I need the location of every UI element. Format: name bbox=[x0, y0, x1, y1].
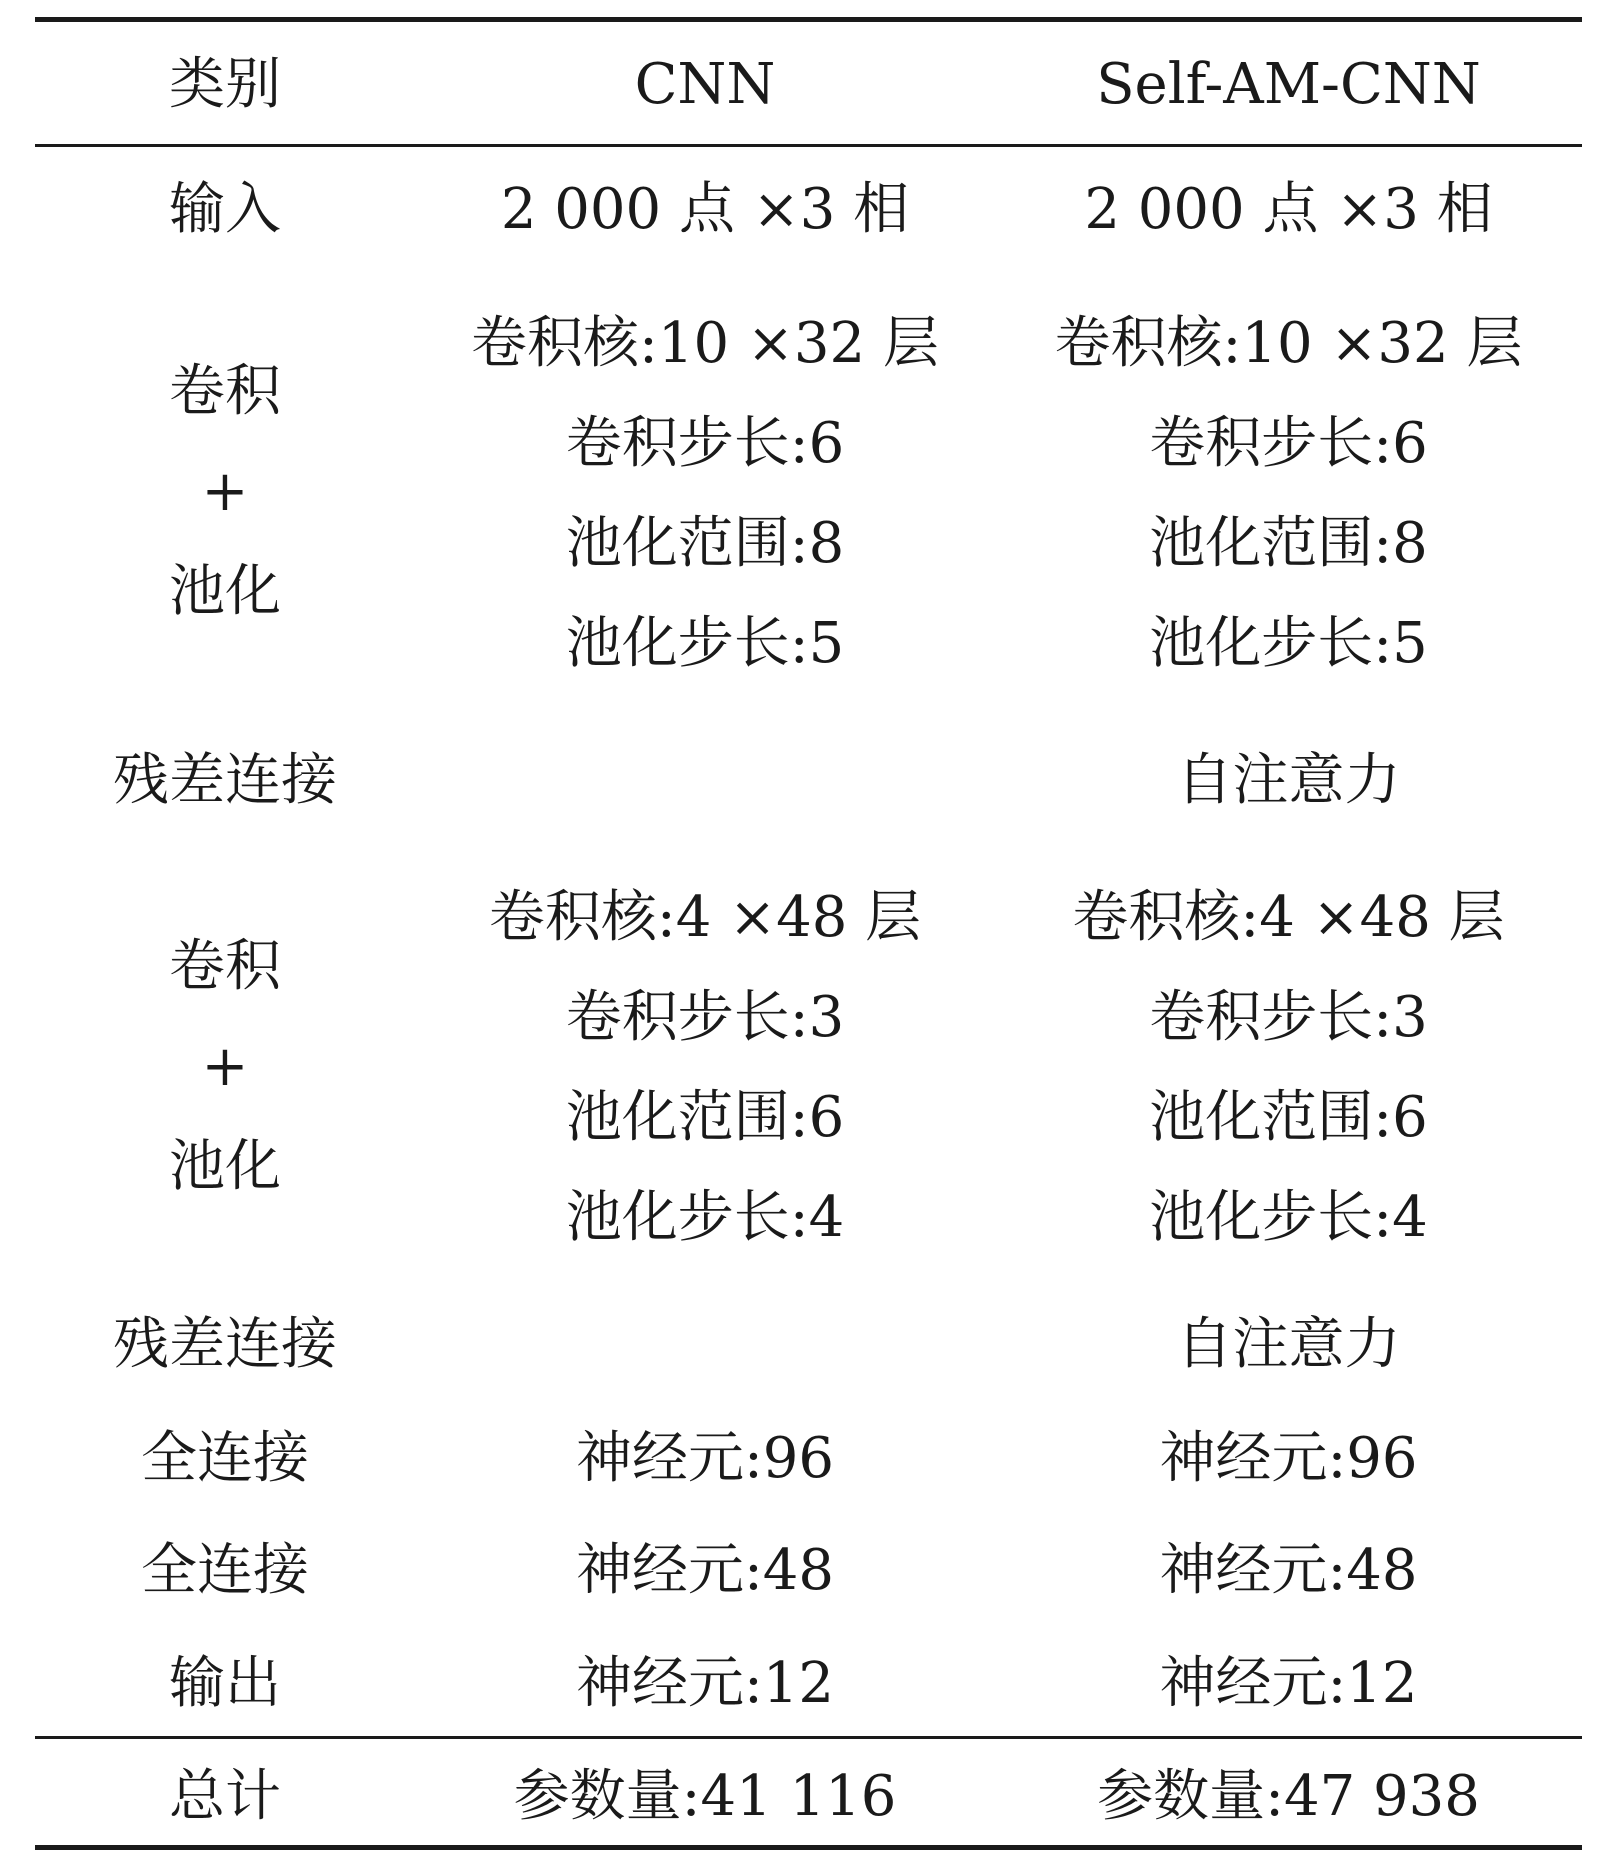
row-conv2-self-am-cnn-line: 池化步长:4 bbox=[1149, 1185, 1428, 1250]
row-input-category-line: 输入 bbox=[169, 177, 281, 242]
row-conv1-category-line: + bbox=[201, 459, 249, 524]
row-fc2-self-am-cnn bbox=[995, 1521, 1582, 1621]
header-rule bbox=[35, 144, 1582, 147]
row-residual1-category-line: 残差连接 bbox=[113, 748, 337, 813]
header-category-text: 类别 bbox=[169, 52, 281, 117]
row-residual1-self-am-cnn-line: 自注意力 bbox=[1176, 748, 1401, 813]
total-self-am-cnn-text: 参数量:47 938 bbox=[1097, 1764, 1480, 1829]
row-input-category bbox=[35, 160, 415, 260]
row-output-category bbox=[35, 1634, 415, 1734]
row-residual2-category-line: 残差连接 bbox=[113, 1312, 337, 1377]
total-cnn-text: 参数量:41 116 bbox=[513, 1764, 897, 1829]
row-conv2-cnn-line: 池化步长:4 bbox=[565, 1185, 845, 1250]
row-conv1-self-am-cnn bbox=[995, 294, 1582, 694]
row-fc1-self-am-cnn-line: 神经元:96 bbox=[1159, 1426, 1418, 1491]
row-output-cnn bbox=[415, 1634, 995, 1734]
row-fc2-cnn bbox=[415, 1521, 995, 1621]
row-conv1-cnn-line: 池化范围:8 bbox=[565, 511, 845, 576]
row-residual2-self-am-cnn bbox=[995, 1295, 1582, 1395]
row-conv1-category-line: 池化 bbox=[169, 559, 281, 624]
row-output-self-am-cnn bbox=[995, 1634, 1582, 1734]
row-conv2-category-line: 卷积 bbox=[169, 934, 281, 999]
total-category bbox=[35, 1747, 415, 1847]
total-cnn bbox=[415, 1747, 995, 1847]
row-output-cnn-line: 神经元:12 bbox=[575, 1651, 835, 1716]
row-conv2-cnn-line: 卷积步长:3 bbox=[565, 985, 845, 1050]
row-conv1-category bbox=[35, 342, 415, 642]
row-conv2-cnn bbox=[415, 868, 995, 1268]
row-fc2-category bbox=[35, 1521, 415, 1621]
row-fc1-category bbox=[35, 1409, 415, 1509]
row-input-cnn bbox=[415, 160, 995, 260]
row-conv2-cnn-line: 卷积核:4 ×48 层 bbox=[488, 885, 922, 950]
row-output-category-line: 输出 bbox=[169, 1651, 281, 1716]
row-residual1-category bbox=[35, 731, 415, 831]
row-conv1-self-am-cnn-line: 池化范围:8 bbox=[1149, 511, 1428, 576]
row-input-self-am-cnn bbox=[995, 160, 1582, 260]
table-bottom-rule bbox=[35, 1845, 1582, 1850]
row-fc1-self-am-cnn bbox=[995, 1409, 1582, 1509]
table-top-rule bbox=[35, 17, 1582, 22]
row-input-cnn-line: 2 000 点 ×3 相 bbox=[500, 177, 910, 242]
row-residual2-category bbox=[35, 1295, 415, 1395]
row-conv2-self-am-cnn bbox=[995, 868, 1582, 1268]
total-category-text: 总计 bbox=[169, 1764, 281, 1829]
row-conv1-cnn bbox=[415, 294, 995, 694]
row-fc1-cnn-line: 神经元:96 bbox=[575, 1426, 835, 1491]
row-conv1-self-am-cnn-line: 池化步长:5 bbox=[1149, 611, 1428, 676]
header-self-am-cnn-text: Self-AM-CNN bbox=[1096, 52, 1481, 117]
row-fc1-category-line: 全连接 bbox=[141, 1426, 309, 1491]
row-conv1-self-am-cnn-line: 卷积步长:6 bbox=[1149, 411, 1428, 476]
row-fc2-cnn-line: 神经元:48 bbox=[575, 1538, 835, 1603]
row-fc2-self-am-cnn-line: 神经元:48 bbox=[1159, 1538, 1418, 1603]
row-conv1-cnn-line: 卷积步长:6 bbox=[565, 411, 845, 476]
row-conv2-self-am-cnn-line: 卷积核:4 ×48 层 bbox=[1072, 885, 1505, 950]
row-conv2-self-am-cnn-line: 卷积步长:3 bbox=[1149, 985, 1428, 1050]
row-conv1-category-line: 卷积 bbox=[169, 359, 281, 424]
row-conv1-self-am-cnn-line: 卷积核:10 ×32 层 bbox=[1054, 311, 1523, 376]
row-output-self-am-cnn-line: 神经元:12 bbox=[1159, 1651, 1418, 1716]
row-conv2-category-line: + bbox=[201, 1034, 249, 1099]
row-fc1-cnn bbox=[415, 1409, 995, 1509]
row-conv1-cnn-line: 池化步长:5 bbox=[565, 611, 845, 676]
header-cnn bbox=[415, 35, 995, 135]
row-conv2-category-line: 池化 bbox=[169, 1134, 281, 1199]
row-residual2-self-am-cnn-line: 自注意力 bbox=[1176, 1312, 1401, 1377]
total-rule bbox=[35, 1736, 1582, 1739]
row-conv2-self-am-cnn-line: 池化范围:6 bbox=[1149, 1085, 1428, 1150]
row-input-self-am-cnn-line: 2 000 点 ×3 相 bbox=[1084, 177, 1493, 242]
header-cnn-text: CNN bbox=[634, 52, 776, 117]
total-self-am-cnn bbox=[995, 1747, 1582, 1847]
row-fc2-category-line: 全连接 bbox=[141, 1538, 309, 1603]
row-residual1-self-am-cnn bbox=[995, 731, 1582, 831]
row-conv1-cnn-line: 卷积核:10 ×32 层 bbox=[471, 311, 939, 376]
header-self-am-cnn bbox=[995, 35, 1582, 135]
row-conv2-category bbox=[35, 917, 415, 1217]
row-conv2-cnn-line: 池化范围:6 bbox=[565, 1085, 845, 1150]
header-category bbox=[35, 35, 415, 135]
